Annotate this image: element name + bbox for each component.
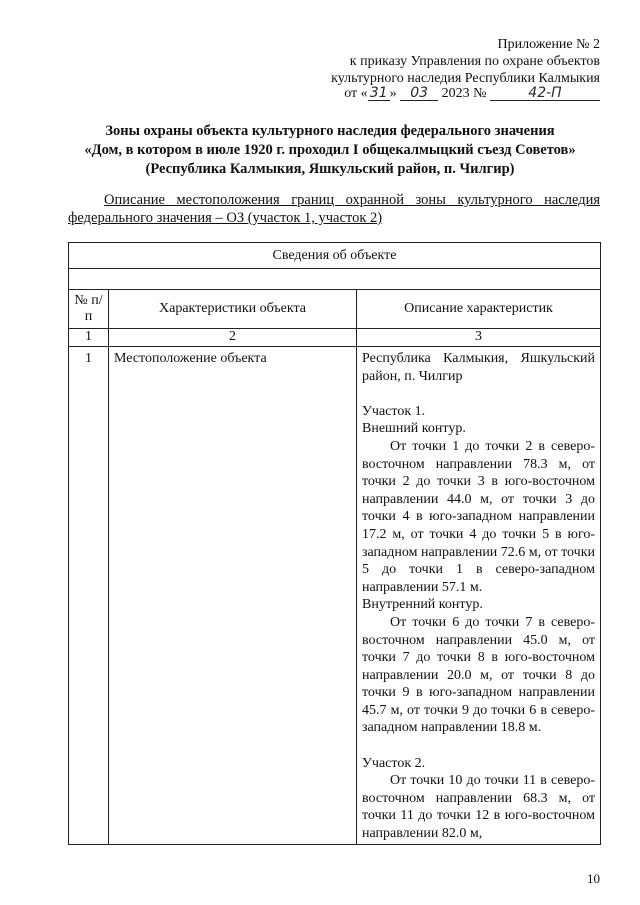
object-info-table [68,242,601,845]
location-text: Республика Калмыкия, Яшкульский район, п. Чилгир [362,351,596,384]
table-blank-row [69,269,601,290]
appendix-order-line: к приказу Управления по охране объектов [349,54,600,69]
row-characteristic: Местоположение объекта [109,347,357,845]
header-description: Описание характеристик [357,290,601,329]
inner-contour-text: От точки 6 до точки 7 в северо-восточном направлении 45.0 м, от точки 7 до точки 8 в юго-восточном направлении 20.0 м, от точки 8 до точки 9 в юго-западном направлении 45.7 м, от точки 9 до точки 6 в северо-западном направлении 18.8 м. [362,614,596,736]
title-line-1: Зоны охраны объекта культурного наследия федерального значения [105,123,555,139]
table-section-header: Сведения об объекте [69,243,601,269]
zone-description: Описание местоположения границ охранной зоны культурного наследия федерального значения – ОЗ (участок 1, участок 2) [68,192,600,226]
date-mid: » [389,86,397,101]
plot-1-title: Участок 1. [362,403,426,419]
row-description [357,347,601,845]
table-row [69,347,601,845]
header-characteristics: Характеристики объекта [109,290,357,329]
page-number: 10 [587,871,600,886]
order-number: 42-П [490,86,600,101]
order-date-line [344,85,600,103]
plot-2-title: Участок 2. [362,755,426,771]
col-number-1: 1 [69,329,109,347]
appendix-title: Приложение № 2 [497,37,600,52]
outer-contour-text: От точки 1 до точки 2 в северо-восточном направлении 78.3 м, от точки 2 до точки 3 в юго-восточном направлении 44.0 м, от точки 3 до точки 4 в юго-западном направлении 17.2 м, от точки 4 до точки 5 в юго-западном направлении 72.6 м, от точки 5 до точки 1 в северо-западном направлении 57.1 м. [362,438,596,595]
appendix-authority-line: культурного наследия Республики Калмыкия [331,71,600,86]
plot-2-text: От точки 10 до точки 11 в северо-восточном направлении 68.3 м, от точки 11 до точки 12 в юго-восточном направлении 82.0 м, [362,773,596,842]
date-prefix: от « [344,86,368,101]
title-line-2: «Дом, в котором в июле 1920 г. проходил I общекалмыцкий съезд Советов» [84,142,576,158]
col-number-2: 2 [109,329,357,347]
row-number: 1 [69,347,109,845]
document-title [60,122,600,179]
outer-contour-title: Внешний контур. [362,421,466,437]
date-month: 03 [400,86,438,101]
appendix-header [331,36,600,87]
date-year: 2023 № [441,86,487,101]
header-number: № п/п [69,290,109,329]
col-number-3: 3 [357,329,601,347]
inner-contour-title: Внутренний контур. [362,597,483,613]
title-line-3: (Республика Калмыкия, Яшкульский район, п. Чилгир) [145,161,515,177]
date-day: 31 [368,86,390,101]
